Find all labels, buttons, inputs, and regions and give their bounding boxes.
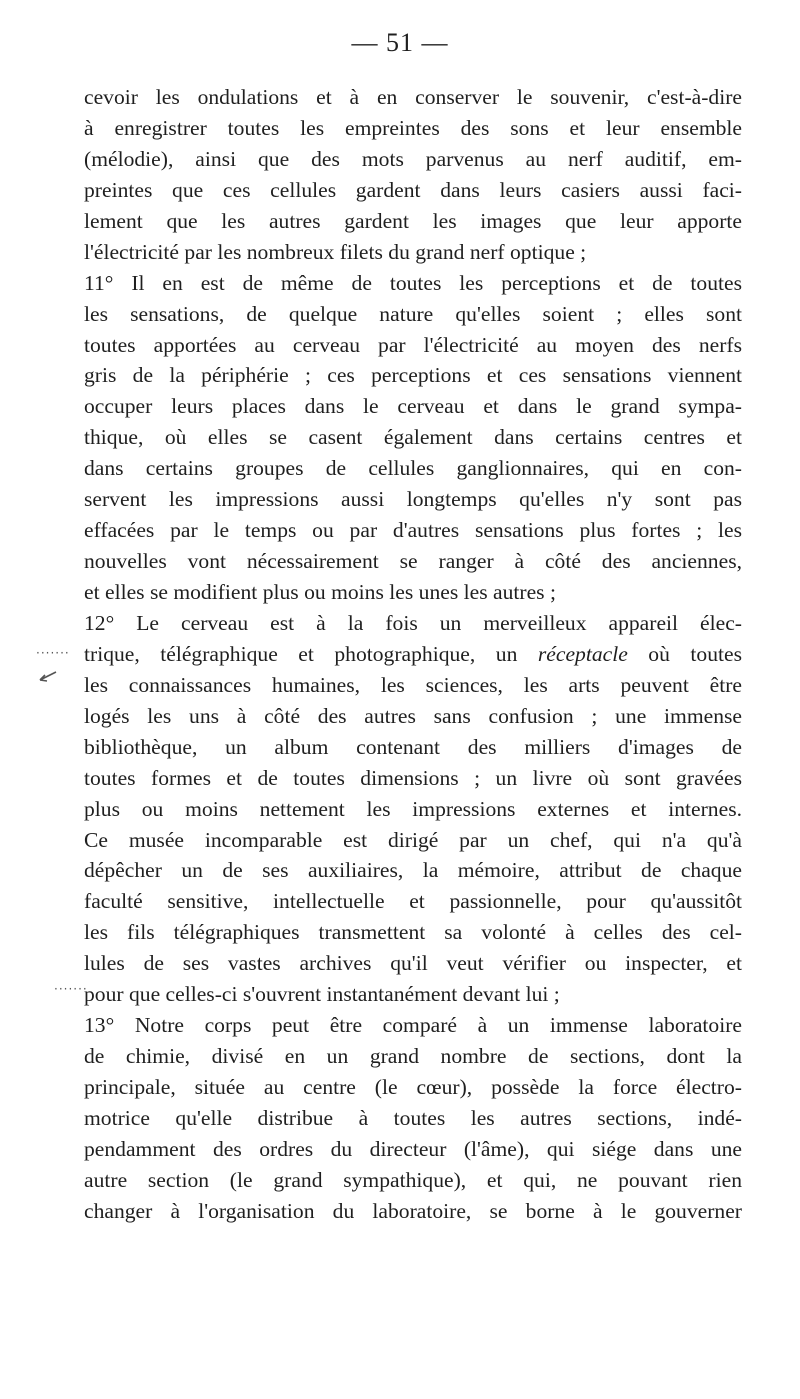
text-line: nouvelles vont nécessairement se ranger à côté des anciennes, [84, 549, 742, 574]
text-line: les sensations, de quelque nature qu'elles soient ; elles sont [84, 301, 742, 326]
page-number: — 51 — [351, 28, 449, 57]
text-line: changer à l'organisation du laboratoire, se borne à le gouverner [84, 1198, 742, 1223]
margin-arrow-icon [36, 670, 58, 684]
text-line: preintes que ces cellules gardent dans leurs casiers aussi faci- [84, 177, 742, 202]
text-line: pour que celles-ci s'ouvrent instantanément devant lui ; [84, 982, 560, 1007]
text-line: logés les uns à côté des autres sans confusion ; une immense [84, 703, 742, 728]
text-line: occuper leurs places dans le cerveau et dans le grand sympa- [84, 394, 742, 419]
text-line: effacées par le temps ou par d'autres sensations plus fortes ; les [84, 518, 742, 543]
text-line: dépêcher un de ses auxiliaires, la mémoire, attribut de chaque [84, 858, 742, 883]
body-text [84, 82, 742, 1227]
text-line: bibliothèque, un album contenant des milliers d'images de [84, 734, 742, 759]
text-line: les connaissances humaines, les sciences, les arts peuvent être [84, 672, 742, 697]
text-line: les fils télégraphiques transmettent sa volonté à celles des cel- [84, 920, 742, 945]
text-line: de chimie, divisé en un grand nombre de sections, dont la [84, 1044, 742, 1069]
text-line: faculté sensitive, intellectuelle et passionnelle, pour qu'aussitôt [84, 889, 742, 914]
text-line: thique, où elles se casent également dans certains centres et [84, 425, 742, 450]
text-line: pendamment des ordres du directeur (l'âme), qui siége dans une [84, 1136, 742, 1161]
text-line: (mélodie), ainsi que des mots parvenus au nerf auditif, em- [84, 146, 742, 171]
text-line: motrice qu'elle distribue à toutes les autres sections, indé- [84, 1105, 742, 1130]
text-line: lement que les autres gardent les images que leur apporte [84, 208, 742, 233]
text-line: cevoir les ondulations et à en conserver le souvenir, c'est-à-dire [84, 85, 742, 109]
margin-annotation-12: ······· [36, 646, 70, 660]
text-line: trique, télégraphique et photographique, un réceptacle où toutes [84, 641, 742, 666]
text-line: gris de la périphérie ; ces perceptions et ces sensations viennent [84, 363, 742, 388]
text-line: principale, située au centre (le cœur), possède la force électro- [84, 1075, 742, 1099]
text-line: toutes apportées au cerveau par l'électricité au moyen des nerfs [84, 332, 742, 357]
text-line: toutes formes et de toutes dimensions ; un livre où sont gravées [84, 765, 742, 790]
text-line: servent les impressions aussi longtemps qu'elles n'y sont pas [84, 487, 742, 512]
margin-annotation-13: ······· [54, 982, 88, 996]
text-line: à enregistrer toutes les empreintes des sons et leur ensemble [84, 115, 742, 140]
text-line: dans certains groupes de cellules ganglionnaires, qui en con- [84, 456, 742, 481]
text-line: et elles se modifient plus ou moins les unes les autres ; [84, 580, 556, 604]
text-line: l'électricité par les nombreux filets du grand nerf optique ; [84, 239, 587, 264]
text-line: plus ou moins nettement les impressions externes et internes. [84, 796, 742, 821]
text-line: 12° Le cerveau est à la fois un merveilleux appareil élec- [84, 610, 742, 635]
text-line: lules de ses vastes archives qu'il veut vérifier ou inspecter, et [84, 951, 742, 976]
text-line: autre section (le grand sympathique), et qui, ne pouvant rien [84, 1167, 742, 1192]
text-line: 11° Il en est de même de toutes les perceptions et de toutes [84, 270, 742, 295]
italic-term: réceptacle [537, 641, 628, 666]
text-line: 13° Notre corps peut être comparé à un immense laboratoire [84, 1013, 742, 1038]
text-line: Ce musée incomparable est dirigé par un chef, qui n'a qu'à [84, 827, 742, 852]
